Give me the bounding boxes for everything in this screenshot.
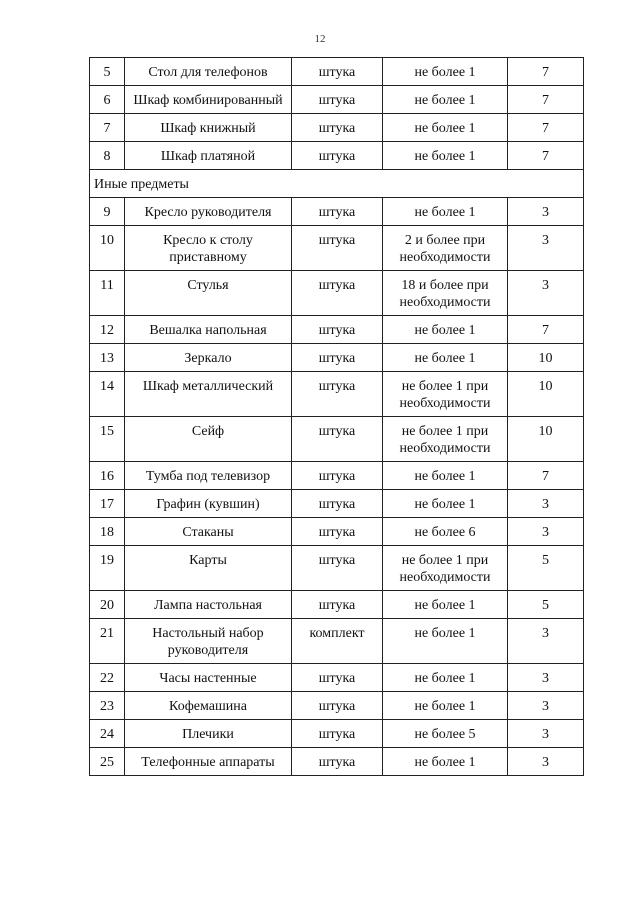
- table-row: [90, 692, 584, 720]
- item-name: Шкаф металлический: [125, 372, 292, 417]
- unit-of-measure: штука: [292, 518, 383, 546]
- unit-of-measure: штука: [292, 86, 383, 114]
- quantity-norm: не более 1 при необходимости: [383, 546, 508, 591]
- table-row: [90, 58, 584, 86]
- service-life: 7: [508, 316, 584, 344]
- item-name: Тумба под телевизор: [125, 462, 292, 490]
- quantity-norm: не более 5: [383, 720, 508, 748]
- service-life: 3: [508, 664, 584, 692]
- service-life: 3: [508, 271, 584, 316]
- table-row: [90, 417, 584, 462]
- service-life: 7: [508, 114, 584, 142]
- service-life: 10: [508, 344, 584, 372]
- item-name: Карты: [125, 546, 292, 591]
- service-life: 3: [508, 226, 584, 271]
- row-number: 10: [90, 226, 125, 271]
- service-life: 5: [508, 546, 584, 591]
- table-row: [90, 86, 584, 114]
- table-row: [90, 591, 584, 619]
- unit-of-measure: штука: [292, 490, 383, 518]
- item-name: Шкаф платяной: [125, 142, 292, 170]
- item-name: Кресло к столу приставному: [125, 226, 292, 271]
- item-name: Сейф: [125, 417, 292, 462]
- quantity-norm: не более 1: [383, 344, 508, 372]
- row-number: 18: [90, 518, 125, 546]
- quantity-norm: не более 1: [383, 198, 508, 226]
- table-row: [90, 271, 584, 316]
- unit-of-measure: штука: [292, 58, 383, 86]
- row-number: 19: [90, 546, 125, 591]
- row-number: 9: [90, 198, 125, 226]
- table-row: [90, 490, 584, 518]
- table-row: [90, 372, 584, 417]
- row-number: 14: [90, 372, 125, 417]
- quantity-norm: не более 1: [383, 114, 508, 142]
- item-name: Лампа настольная: [125, 591, 292, 619]
- item-name: Стаканы: [125, 518, 292, 546]
- row-number: 8: [90, 142, 125, 170]
- item-name: Плечики: [125, 720, 292, 748]
- unit-of-measure: штука: [292, 114, 383, 142]
- service-life: 7: [508, 58, 584, 86]
- page-number: 12: [314, 33, 326, 45]
- item-name: Шкаф книжный: [125, 114, 292, 142]
- table-row: [90, 344, 584, 372]
- section-row: [90, 170, 584, 198]
- section-heading: Иные предметы: [90, 170, 584, 198]
- unit-of-measure: штука: [292, 720, 383, 748]
- unit-of-measure: штука: [292, 417, 383, 462]
- service-life: 3: [508, 198, 584, 226]
- unit-of-measure: штука: [292, 591, 383, 619]
- row-number: 21: [90, 619, 125, 664]
- unit-of-measure: штука: [292, 344, 383, 372]
- row-number: 5: [90, 58, 125, 86]
- item-name: Зеркало: [125, 344, 292, 372]
- table-row: [90, 664, 584, 692]
- service-life: 3: [508, 692, 584, 720]
- table-body: [90, 58, 584, 776]
- quantity-norm: 18 и более при необходимости: [383, 271, 508, 316]
- item-name: Телефонные аппараты: [125, 748, 292, 776]
- row-number: 13: [90, 344, 125, 372]
- service-life: 7: [508, 86, 584, 114]
- quantity-norm: не более 1: [383, 316, 508, 344]
- quantity-norm: не более 1: [383, 490, 508, 518]
- service-life: 10: [508, 417, 584, 462]
- service-life: 3: [508, 490, 584, 518]
- service-life: 5: [508, 591, 584, 619]
- row-number: 7: [90, 114, 125, 142]
- row-number: 12: [90, 316, 125, 344]
- table-row: [90, 518, 584, 546]
- quantity-norm: не более 6: [383, 518, 508, 546]
- quantity-norm: не более 1 при необходимости: [383, 372, 508, 417]
- item-name: Стулья: [125, 271, 292, 316]
- unit-of-measure: штука: [292, 271, 383, 316]
- row-number: 15: [90, 417, 125, 462]
- row-number: 25: [90, 748, 125, 776]
- table-row: [90, 316, 584, 344]
- quantity-norm: не более 1: [383, 86, 508, 114]
- row-number: 23: [90, 692, 125, 720]
- row-number: 24: [90, 720, 125, 748]
- unit-of-measure: штука: [292, 748, 383, 776]
- item-name: Кресло руководителя: [125, 198, 292, 226]
- table-row: [90, 462, 584, 490]
- table-row: [90, 748, 584, 776]
- service-life: 3: [508, 619, 584, 664]
- table-row: [90, 226, 584, 271]
- quantity-norm: не более 1: [383, 748, 508, 776]
- quantity-norm: не более 1: [383, 58, 508, 86]
- quantity-norm: 2 и более при необходимости: [383, 226, 508, 271]
- quantity-norm: не более 1: [383, 142, 508, 170]
- row-number: 22: [90, 664, 125, 692]
- unit-of-measure: штука: [292, 316, 383, 344]
- item-name: Стол для телефонов: [125, 58, 292, 86]
- row-number: 11: [90, 271, 125, 316]
- quantity-norm: не более 1 при необходимости: [383, 417, 508, 462]
- table-row: [90, 142, 584, 170]
- service-life: 3: [508, 748, 584, 776]
- row-number: 17: [90, 490, 125, 518]
- unit-of-measure: штука: [292, 692, 383, 720]
- unit-of-measure: штука: [292, 226, 383, 271]
- unit-of-measure: штука: [292, 546, 383, 591]
- unit-of-measure: штука: [292, 198, 383, 226]
- item-name: Настольный набор руководителя: [125, 619, 292, 664]
- table-row: [90, 619, 584, 664]
- table-row: [90, 114, 584, 142]
- row-number: 16: [90, 462, 125, 490]
- furniture-norms-table: [89, 57, 584, 776]
- item-name: Графин (кувшин): [125, 490, 292, 518]
- unit-of-measure: штука: [292, 142, 383, 170]
- service-life: 3: [508, 518, 584, 546]
- quantity-norm: не более 1: [383, 591, 508, 619]
- item-name: Вешалка напольная: [125, 316, 292, 344]
- service-life: 7: [508, 142, 584, 170]
- service-life: 3: [508, 720, 584, 748]
- unit-of-measure: штука: [292, 664, 383, 692]
- row-number: 6: [90, 86, 125, 114]
- table-row: [90, 546, 584, 591]
- quantity-norm: не более 1: [383, 692, 508, 720]
- quantity-norm: не более 1: [383, 619, 508, 664]
- table-row: [90, 198, 584, 226]
- service-life: 7: [508, 462, 584, 490]
- unit-of-measure: комплект: [292, 619, 383, 664]
- quantity-norm: не более 1: [383, 664, 508, 692]
- unit-of-measure: штука: [292, 372, 383, 417]
- unit-of-measure: штука: [292, 462, 383, 490]
- table-row: [90, 720, 584, 748]
- item-name: Шкаф комбинированный: [125, 86, 292, 114]
- item-name: Кофемашина: [125, 692, 292, 720]
- service-life: 10: [508, 372, 584, 417]
- item-name: Часы настенные: [125, 664, 292, 692]
- quantity-norm: не более 1: [383, 462, 508, 490]
- row-number: 20: [90, 591, 125, 619]
